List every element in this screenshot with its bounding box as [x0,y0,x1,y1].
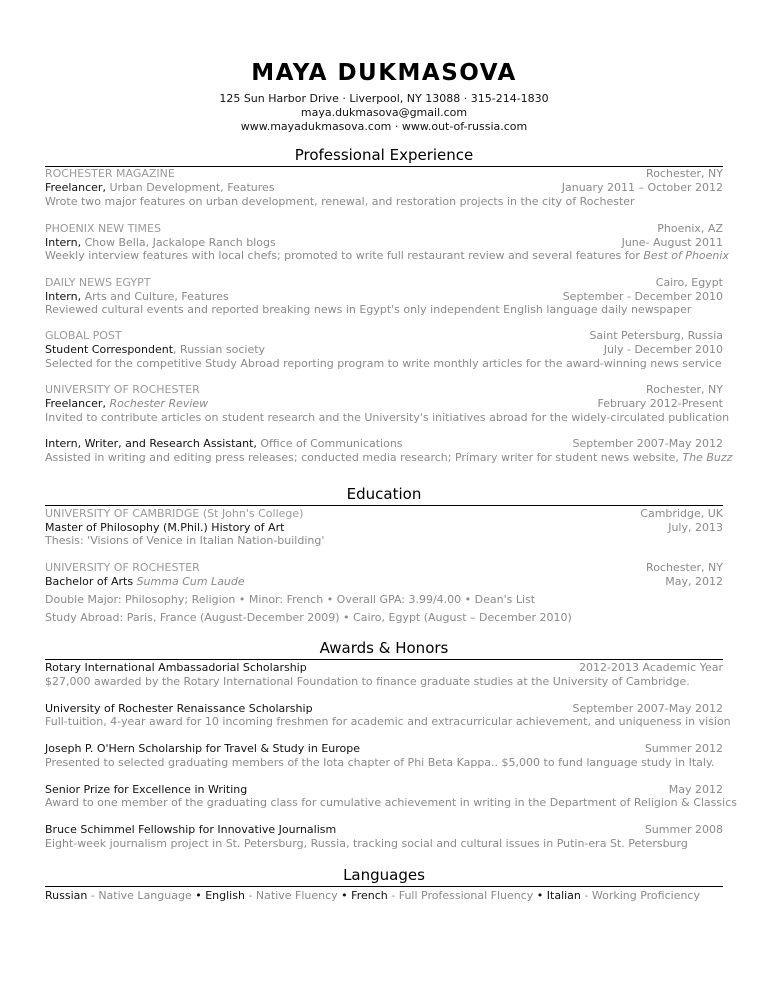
education-location: Cambridge, UK [640,507,723,520]
experience-desc-text: Assisted in writing and editing press releases; conducted media research; Primary writer for student news website, [45,451,683,464]
award-date: May 2012 [668,783,723,796]
award-title: University of Rochester Renaissance Scholarship [45,702,313,715]
education-date: July, 2013 [668,521,723,534]
award-title: Senior Prize for Excellence in Writing [45,783,248,796]
education-study-abroad [45,611,723,625]
experience-org-line [45,383,723,397]
experience-location: Cairo, Egypt [655,276,723,289]
award-description [45,756,723,770]
award-date: 2012-2013 Academic Year [579,661,723,674]
experience-location: Phoenix, AZ [657,222,723,235]
award-description [45,715,731,729]
award-desc-text: $27,000 awarded by the Rotary International Foundation to finance graduate studies at the University of Cambridge. [45,675,690,688]
award-description [45,796,737,810]
education-abroad-text: Study Abroad: Paris, France (August-December 2009) • Cairo, Egypt (August – December 2010) [45,611,572,624]
contact-email: maya.dukmasova@gmail.com [300,106,468,119]
section-title-awards: Awards & Honors [319,639,449,657]
language-name: Italian [546,889,581,902]
award-title: Joseph P. O'Hern Scholarship for Travel & Study in Europe [45,742,360,755]
section-title-languages: Languages [343,866,425,884]
experience-role: Student Correspondent [45,343,174,356]
award-description [45,675,723,689]
language-level: - Native Fluency [244,889,338,902]
experience-desc-text: Weekly interview features with local chefs; promoted to write full restaurant review and several features for [45,249,644,262]
experience-detail: Chow Bella, Jackalope Ranch blogs [81,236,276,249]
award-desc-text: Presented to selected graduating members of the Iota chapter of Phi Beta Kappa.. $5,000 to fund language study in Italy. [45,756,715,769]
section-title-education: Education [346,485,422,503]
experience-description [45,451,733,465]
experience-location: Saint Petersburg, Russia [589,329,723,342]
award-title-line [45,783,723,797]
education-thesis [45,534,723,548]
experience-org: UNIVERSITY OF ROCHESTER [45,383,200,396]
education-thesis-text: Thesis: 'Visions of Venice in Italian Nation-building' [45,534,325,547]
experience-org-line [45,167,723,181]
section-title-experience: Professional Experience [294,146,474,164]
contact-websites: www.mayadukmasova.com · www.out-of-russia.com [240,120,528,133]
education-majors [45,593,723,607]
language-level: - Native Language [87,889,192,902]
experience-org: DAILY NEWS EGYPT [45,276,151,289]
education-org: UNIVERSITY OF ROCHESTER [45,561,200,574]
section-rule [45,886,723,887]
experience-org-line [45,276,723,290]
experience-dates: September - December 2010 [562,290,723,303]
experience-dates: June- August 2011 [621,236,723,249]
experience-detail: Office of Communications [256,437,403,450]
award-desc-text: Eight-week journalism project in St. Petersburg, Russia, tracking social and cultural issues in Putin-era St. Petersburg [45,837,688,850]
experience-detail: Urban Development, Features [105,181,275,194]
experience-role-line [45,236,723,250]
experience-role: Freelancer, [45,397,106,410]
experience-role: Intern, Writer, and Research Assistant, [45,437,257,450]
section-rule [45,505,723,506]
language-name: French [351,889,388,902]
award-date: Summer 2008 [644,823,723,836]
experience-dates: January 2011 – October 2012 [561,181,723,194]
experience-description [45,303,723,317]
language-name: Russian [45,889,88,902]
experience-role-line [45,181,723,195]
experience-desc-text: Invited to contribute articles on student research and the University's initiatives abroad for the widely-circulated publication [45,411,730,424]
experience-description [45,411,730,425]
experience-org: ROCHESTER MAGAZINE [45,167,175,180]
education-org-line [45,561,723,575]
education-location: Rochester, NY [646,561,723,574]
education-degree-line [45,521,723,535]
experience-description [45,195,723,209]
experience-desc-text: Selected for the competitive Study Abroad reporting program to write monthly articles for the award-winning news service [45,357,722,370]
experience-desc-text: Wrote two major features on urban development, renewal, and restoration projects in the city of Rochester [45,195,635,208]
experience-desc-italic: The Buzz [682,451,733,464]
award-title: Bruce Schimmel Fellowship for Innovative Journalism [45,823,337,836]
award-title-line [45,742,723,756]
experience-role-line [45,437,723,451]
award-desc-text: Full-tuition, 4-year award for 10 incoming freshmen for academic and extracurricular achievement, and uniqueness in vision [45,715,731,728]
language-separator: • [191,889,206,902]
language-separator: • [337,889,352,902]
award-title-line [45,823,723,837]
experience-role: Intern, [45,290,82,303]
award-title-line [45,661,723,675]
experience-description [45,357,723,371]
experience-location: Rochester, NY [646,383,723,396]
experience-org-line [45,329,723,343]
person-name: MAYA DUKMASOVA [251,60,517,86]
experience-org: PHOENIX NEW TIMES [45,222,161,235]
education-honors: Summa Cum Laude [133,575,245,588]
experience-role: Freelancer, [45,181,106,194]
education-degree: Bachelor of Arts [45,575,134,588]
award-date: September 2007-May 2012 [572,702,723,715]
experience-detail: Arts and Culture, Features [81,290,229,303]
experience-dates: September 2007-May 2012 [572,437,723,450]
experience-desc-text: Reviewed cultural events and reported breaking news in Egypt's only independent English language daily newspaper [45,303,692,316]
award-title: Rotary International Ambassadorial Scholarship [45,661,307,674]
section-rule [45,659,723,660]
education-date: May, 2012 [665,575,723,588]
experience-role-line [45,343,723,357]
award-title-line [45,702,723,716]
experience-detail: , Russian society [173,343,266,356]
experience-detail: Rochester Review [105,397,209,410]
experience-org-line [45,222,723,236]
experience-org: GLOBAL POST [45,329,122,342]
experience-dates: February 2012-Present [597,397,723,410]
languages-line [45,889,723,903]
award-date: Summer 2012 [644,742,723,755]
contact-address: 125 Sun Harbor Drive · Liverpool, NY 13088 · 315-214-1830 [219,92,549,105]
experience-role-line [45,290,723,304]
language-name: English [205,889,245,902]
experience-dates: July - December 2010 [603,343,723,356]
experience-desc-italic: Best of Phoenix [643,249,729,262]
education-majors-text: Double Major: Philosophy; Religion • Minor: French • Overall GPA: 3.99/4.00 • Dean's List [45,593,536,606]
education-org-line [45,507,723,521]
education-degree: Master of Philosophy (M.Phil.) History of Art [45,521,285,534]
language-separator: • [533,889,547,902]
award-description [45,837,723,851]
language-level: - Full Professional Fluency [387,889,534,902]
experience-description [45,249,729,263]
experience-role: Intern, [45,236,82,249]
education-org: UNIVERSITY OF CAMBRIDGE (St John's College) [45,507,304,520]
experience-location: Rochester, NY [646,167,723,180]
experience-role-line [45,397,723,411]
award-desc-text: Award to one member of the graduating class for cumulative achievement in writing in the Department of Religion & Classics [45,796,737,809]
education-degree-line [45,575,723,589]
language-level: - Working Proficiency [580,889,700,902]
